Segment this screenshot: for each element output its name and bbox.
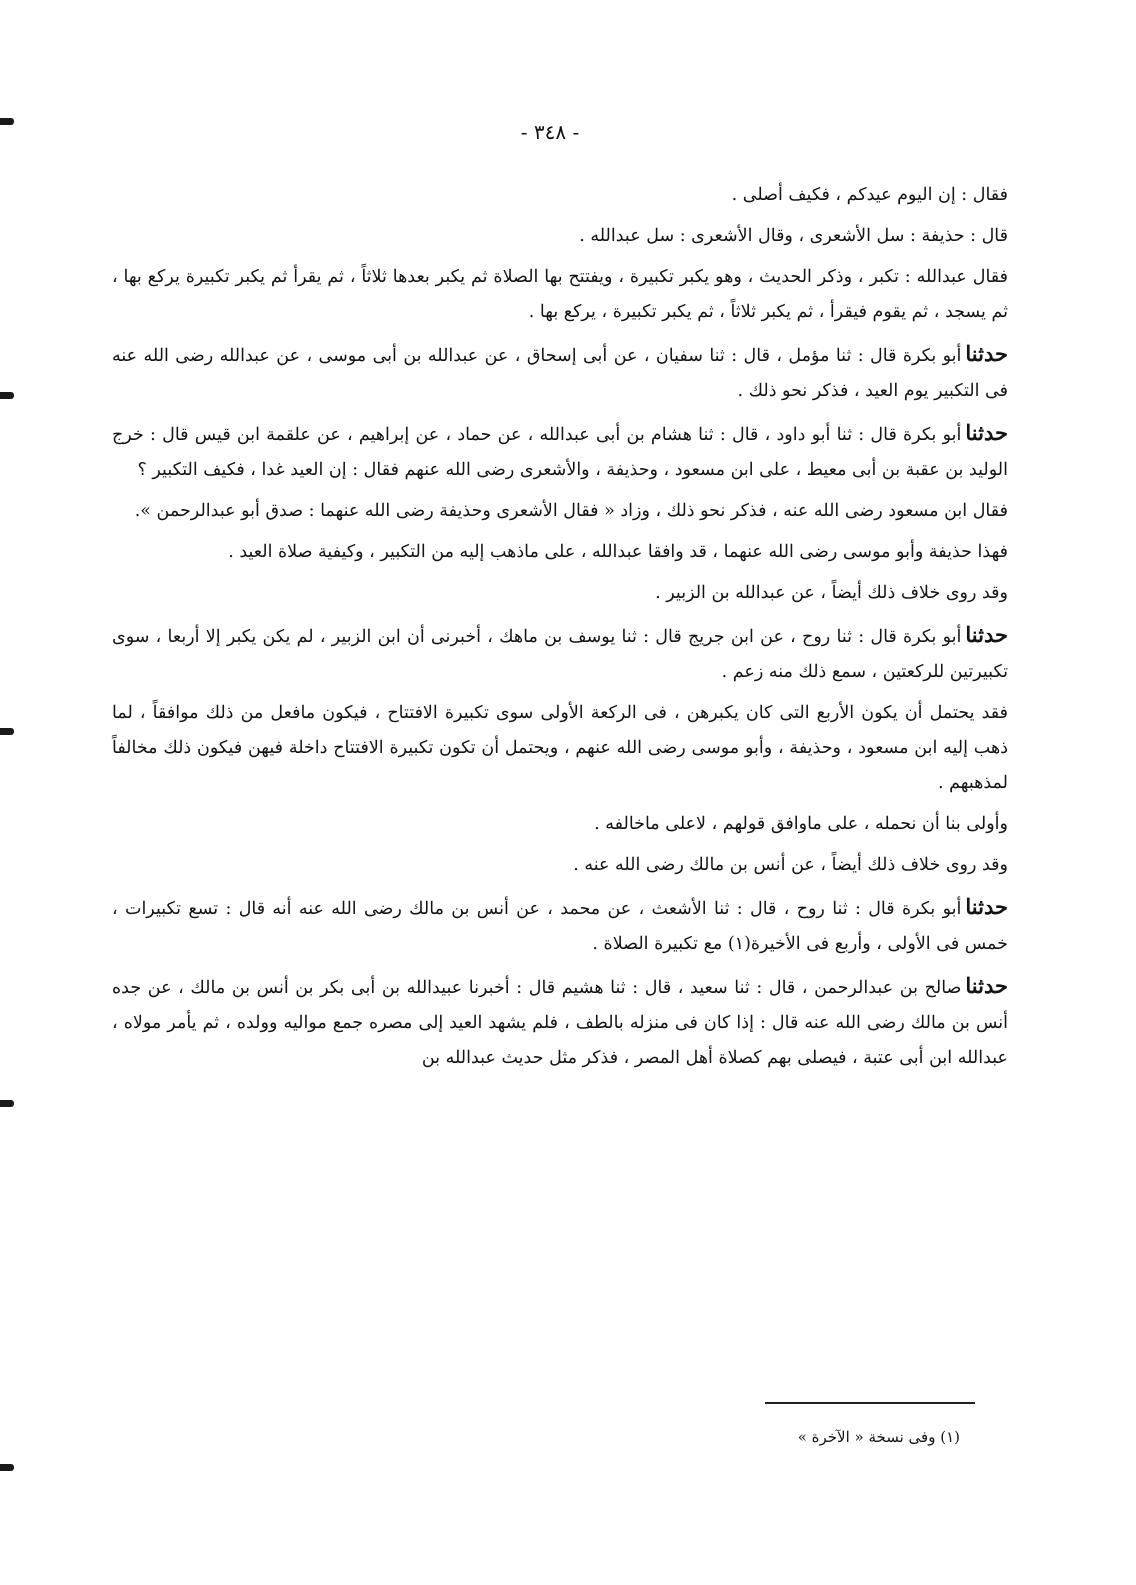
scan-edge-mark bbox=[0, 1100, 14, 1107]
paragraph-text: وقد روى خلاف ذلك أيضاً ، عن أنس بن مالك رضى الله عنه . bbox=[573, 855, 1008, 875]
paragraph-text: فقد يحتمل أن يكون الأربع التى كان يكبرهن ، فى الركعة الأولى سوى تكبيرة الافتتاح ، فيكون مافعل من ذلك موافقاً ، لما ذهب إليه ابن مسعود ، وحذيفة ، وأبو موسى رضى الله عنهم ، ويحتمل أن تكون تكبيرة الافتتاح داخلة فيهن فيكون ذلك مخالفاً لمذهبهم . bbox=[112, 703, 1008, 793]
paragraph bbox=[112, 848, 1008, 883]
paragraph-text: قال : حذيفة : سل الأشعرى ، وقال الأشعرى : سل عبدالله . bbox=[579, 226, 1008, 246]
paragraph bbox=[112, 415, 1008, 488]
scan-edge-mark bbox=[0, 728, 14, 735]
paragraph-text: أبو بكرة قال : ثنا أبو داود ، قال : ثنا هشام بن أبى عبدالله ، عن حماد ، عن إبراهيم ، عن علقمة ابن قيس قال : خرج الوليد بن عقبة بن أبى معيط ، على ابن مسعود ، وحذيفة ، والأشعرى رضى الله عنهم فقال : إن العيد غدا ، فكيف التكبير ؟ bbox=[112, 425, 1008, 480]
page-body bbox=[112, 178, 1008, 1082]
paragraph-text: أبو بكرة قال : ثنا روح ، قال : ثنا الأشعث ، عن محمد ، عن أنس بن مالك رضى الله عنه أنه قال : تسع تكبيرات ، خمس فى الأولى ، وأربع فى الأخيرة(١) مع تكبيرة الصلاة . bbox=[112, 899, 1008, 954]
paragraph bbox=[112, 696, 1008, 801]
paragraph bbox=[112, 807, 1008, 842]
footnote-divider bbox=[765, 1402, 975, 1404]
paragraph bbox=[112, 178, 1008, 213]
paragraph-text: فقال : إن اليوم عيدكم ، فكيف أصلى . bbox=[731, 185, 1008, 205]
paragraph-text: فقال ابن مسعود رضى الله عنه ، فذكر نحو ذلك ، وزاد « فقال الأشعرى وحذيفة رضى الله عنهما : صدق أبو عبدالرحمن ». bbox=[134, 501, 1008, 521]
scan-edge-mark bbox=[0, 1464, 14, 1471]
paragraph-lead-word: حدثنا bbox=[965, 973, 1008, 998]
paragraph bbox=[112, 219, 1008, 254]
paragraph bbox=[112, 260, 1008, 330]
paragraph bbox=[112, 535, 1008, 570]
paragraph bbox=[112, 494, 1008, 529]
paragraph-text: أبو بكرة قال : ثنا روح ، عن ابن جريج قال : ثنا يوسف بن ماهك ، أخبرنى أن ابن الزبير ، لم يكن يكبر إلا أربعا ، سوى تكبيرتين للركعتين ، سمع ذلك منه زعم . bbox=[112, 627, 1008, 682]
paragraph bbox=[112, 968, 1008, 1076]
paragraph bbox=[112, 576, 1008, 611]
paragraph bbox=[112, 617, 1008, 690]
paragraph-text: أبو بكرة قال : ثنا مؤمل ، قال : ثنا سفيان ، عن أبى إسحاق ، عن عبدالله بن أبى موسى ، عن عبدالله رضى الله عنه فى التكبير يوم العيد ، فذكر نحو ذلك . bbox=[112, 346, 1008, 401]
paragraph-text: وقد روى خلاف ذلك أيضاً ، عن عبدالله بن الزبير . bbox=[655, 583, 1008, 603]
paragraph-text: فقال عبدالله : تكبر ، وذكر الحديث ، وهو يكبر تكبيرة ، ويفتتح بها الصلاة ثم يكبر بعدها ثلاثاً ، ثم يقرأ ثم يكبر تكبيرة يركع بها ، ثم يسجد ، ثم يقوم فيقرأ ، ثم يكبر ثلاثاً ، ثم يكبر تكبيرة ، يركع بها . bbox=[112, 267, 1008, 322]
paragraph-text: وأولى بنا أن نحمله ، على ماوافق قولهم ، لاعلى ماخالفه . bbox=[594, 814, 1008, 834]
paragraph-text: فهذا حذيفة وأبو موسى رضى الله عنهما ، قد وافقا عبدالله ، على ماذهب إليه من التكبير ، وكيفية صلاة العيد . bbox=[228, 542, 1008, 562]
paragraph-lead-word: حدثنا bbox=[965, 894, 1008, 919]
page-number: - ٣٤٨ - bbox=[520, 120, 580, 144]
scan-edge-mark bbox=[0, 118, 14, 125]
footnote: (١) وفى نسخة « الآخرة » bbox=[797, 1428, 960, 1446]
paragraph-text: صالح بن عبدالرحمن ، قال : ثنا سعيد ، قال : ثنا هشيم قال : أخبرنا عبيدالله بن أبى بكر بن أنس بن مالك ، عن جده أنس بن مالك رضى الله عنه قال : إذا كان فى منزله بالطف ، فلم يشهد العيد إلى مصره جمع مواليه وولده ، ثم يأمر مولاه ، عبدالله ابن أبى عتبة ، فيصلى بهم كصلاة أهل المصر ، فذكر مثل حديث عبدالله بن bbox=[112, 978, 1008, 1068]
paragraph bbox=[112, 336, 1008, 409]
paragraph-lead-word: حدثنا bbox=[965, 341, 1008, 366]
scan-edge-mark bbox=[0, 392, 14, 399]
paragraph-lead-word: حدثنا bbox=[965, 622, 1008, 647]
paragraph-lead-word: حدثنا bbox=[965, 420, 1008, 445]
paragraph bbox=[112, 889, 1008, 962]
